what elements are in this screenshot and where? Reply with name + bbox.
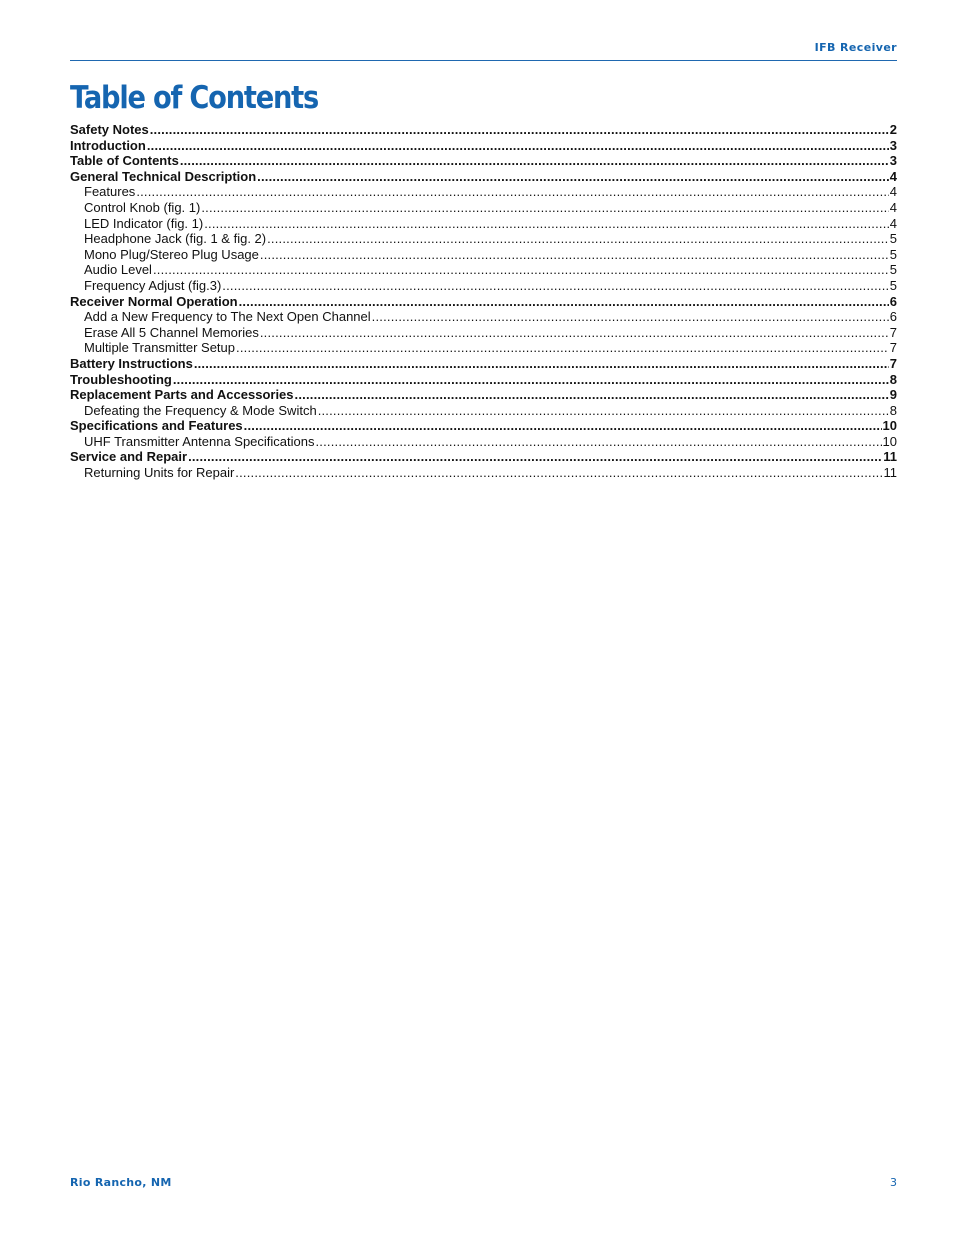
toc-entry-page: 5 [889,262,897,278]
toc-entry-title: Troubleshooting [70,371,172,387]
toc-entry-page: 5 [889,277,897,293]
toc-entry[interactable] [70,231,897,247]
page-title: Table of Contents [70,80,318,116]
toc-dot-leader [136,184,888,200]
toc-entry-title: Audio Level [84,262,152,278]
toc-entry-title: LED Indicator (fig. 1) [84,215,204,231]
toc-dot-leader [147,138,889,154]
toc-entry-title: Features [84,184,136,200]
toc-entry[interactable] [70,278,897,294]
toc-dot-leader [239,294,889,310]
toc-entry-page: 4 [889,184,897,200]
toc-entry-page: 11 [883,449,897,465]
toc-entry-title: Specifications and Features [70,418,243,434]
toc-entry-title: Introduction [70,137,146,153]
toc-entry-title: UHF Transmitter Antenna Specifications [84,433,315,449]
toc-dot-leader [260,325,889,341]
toc-dot-leader [194,356,889,372]
toc-dot-leader [244,418,882,434]
toc-dot-leader [372,309,889,325]
toc-entry-page: 3 [889,153,897,169]
toc-entry-title: General Technical Description [70,168,257,184]
toc-dot-leader [260,247,889,263]
toc-entry[interactable] [70,403,897,419]
toc-entry[interactable] [70,465,897,481]
toc-entry-page: 7 [889,355,897,371]
toc-entry-title: Defeating the Frequency & Mode Switch [84,402,317,418]
toc-dot-leader [153,262,889,278]
toc-entry-page: 6 [889,293,897,309]
header-label: IFB Receiver [814,41,897,54]
toc-entry[interactable] [70,325,897,341]
toc-entry-page: 3 [889,137,897,153]
toc-entry[interactable] [70,200,897,216]
toc-entry-title: Receiver Normal Operation [70,293,238,309]
toc-entry-title: Safety Notes [70,122,149,137]
toc-entry-page: 9 [889,387,897,403]
toc-entry[interactable] [70,122,897,138]
toc-entry-title: Replacement Parts and Accessories [70,387,294,403]
toc-dot-leader [150,122,889,138]
toc-dot-leader [222,278,888,294]
toc-dot-leader [318,403,889,419]
toc-dot-leader [267,231,889,247]
toc-entry-page: 8 [889,371,897,387]
toc-dot-leader [204,216,889,232]
toc-entry-page: 4 [889,199,897,215]
toc-entry-title: Erase All 5 Channel Memories [84,324,259,340]
toc-entry-page: 11 [883,465,897,481]
toc-entry-title: Table of Contents [70,153,179,169]
toc-dot-leader [316,434,882,450]
toc-entry[interactable] [70,340,897,356]
toc-entry-page: 5 [889,246,897,262]
toc-entry-title: Headphone Jack (fig. 1 & fig. 2) [84,231,267,247]
toc-entry-page: 10 [882,433,897,449]
toc-entry[interactable] [70,356,897,372]
toc-entry-page: 2 [889,122,897,137]
toc-entry-title: Control Knob (fig. 1) [84,199,201,215]
toc-entry[interactable] [70,247,897,263]
footer-location: Rio Rancho, NM [70,1176,172,1189]
toc-dot-leader [201,200,888,216]
toc-entry-title: Returning Units for Repair [84,465,235,481]
toc-entry-page: 10 [882,418,897,434]
toc-entry-title: Add a New Frequency to The Next Open Channel [84,309,371,325]
toc-entry-page: 7 [889,324,897,340]
toc-entry[interactable] [70,309,897,325]
toc-entry[interactable] [70,372,897,388]
toc-entry[interactable] [70,153,897,169]
toc-entry[interactable] [70,418,897,434]
toc-entry-title: Battery Instructions [70,355,193,371]
toc-entry-title: Service and Repair [70,449,188,465]
toc-entry[interactable] [70,387,897,403]
toc-entry[interactable] [70,434,897,450]
toc-entry[interactable] [70,216,897,232]
toc-dot-leader [236,340,889,356]
toc-entry-page: 8 [889,402,897,418]
toc-entry[interactable] [70,169,897,185]
toc-entry-page: 4 [889,168,897,184]
toc-dot-leader [295,387,889,403]
toc-entry-page: 5 [889,231,897,247]
toc-entry-page: 4 [889,215,897,231]
header-rule [70,60,897,61]
toc-entry-title: Mono Plug/Stereo Plug Usage [84,246,259,262]
footer-page-number: 3 [890,1176,897,1189]
toc-entry[interactable] [70,449,897,465]
toc-dot-leader [188,449,882,465]
toc-entry-page: 7 [889,340,897,356]
toc-dot-leader [257,169,889,185]
toc-dot-leader [180,153,889,169]
toc-entry-page: 6 [889,309,897,325]
toc-entry[interactable] [70,138,897,154]
toc-entry-title: Multiple Transmitter Setup [84,340,236,356]
toc-entry[interactable] [70,262,897,278]
toc-entry[interactable] [70,184,897,200]
toc-entry[interactable] [70,294,897,310]
toc-dot-leader [173,372,889,388]
table-of-contents [70,122,897,481]
toc-dot-leader [235,465,882,481]
toc-entry-title: Frequency Adjust (fig.3) [84,277,222,293]
